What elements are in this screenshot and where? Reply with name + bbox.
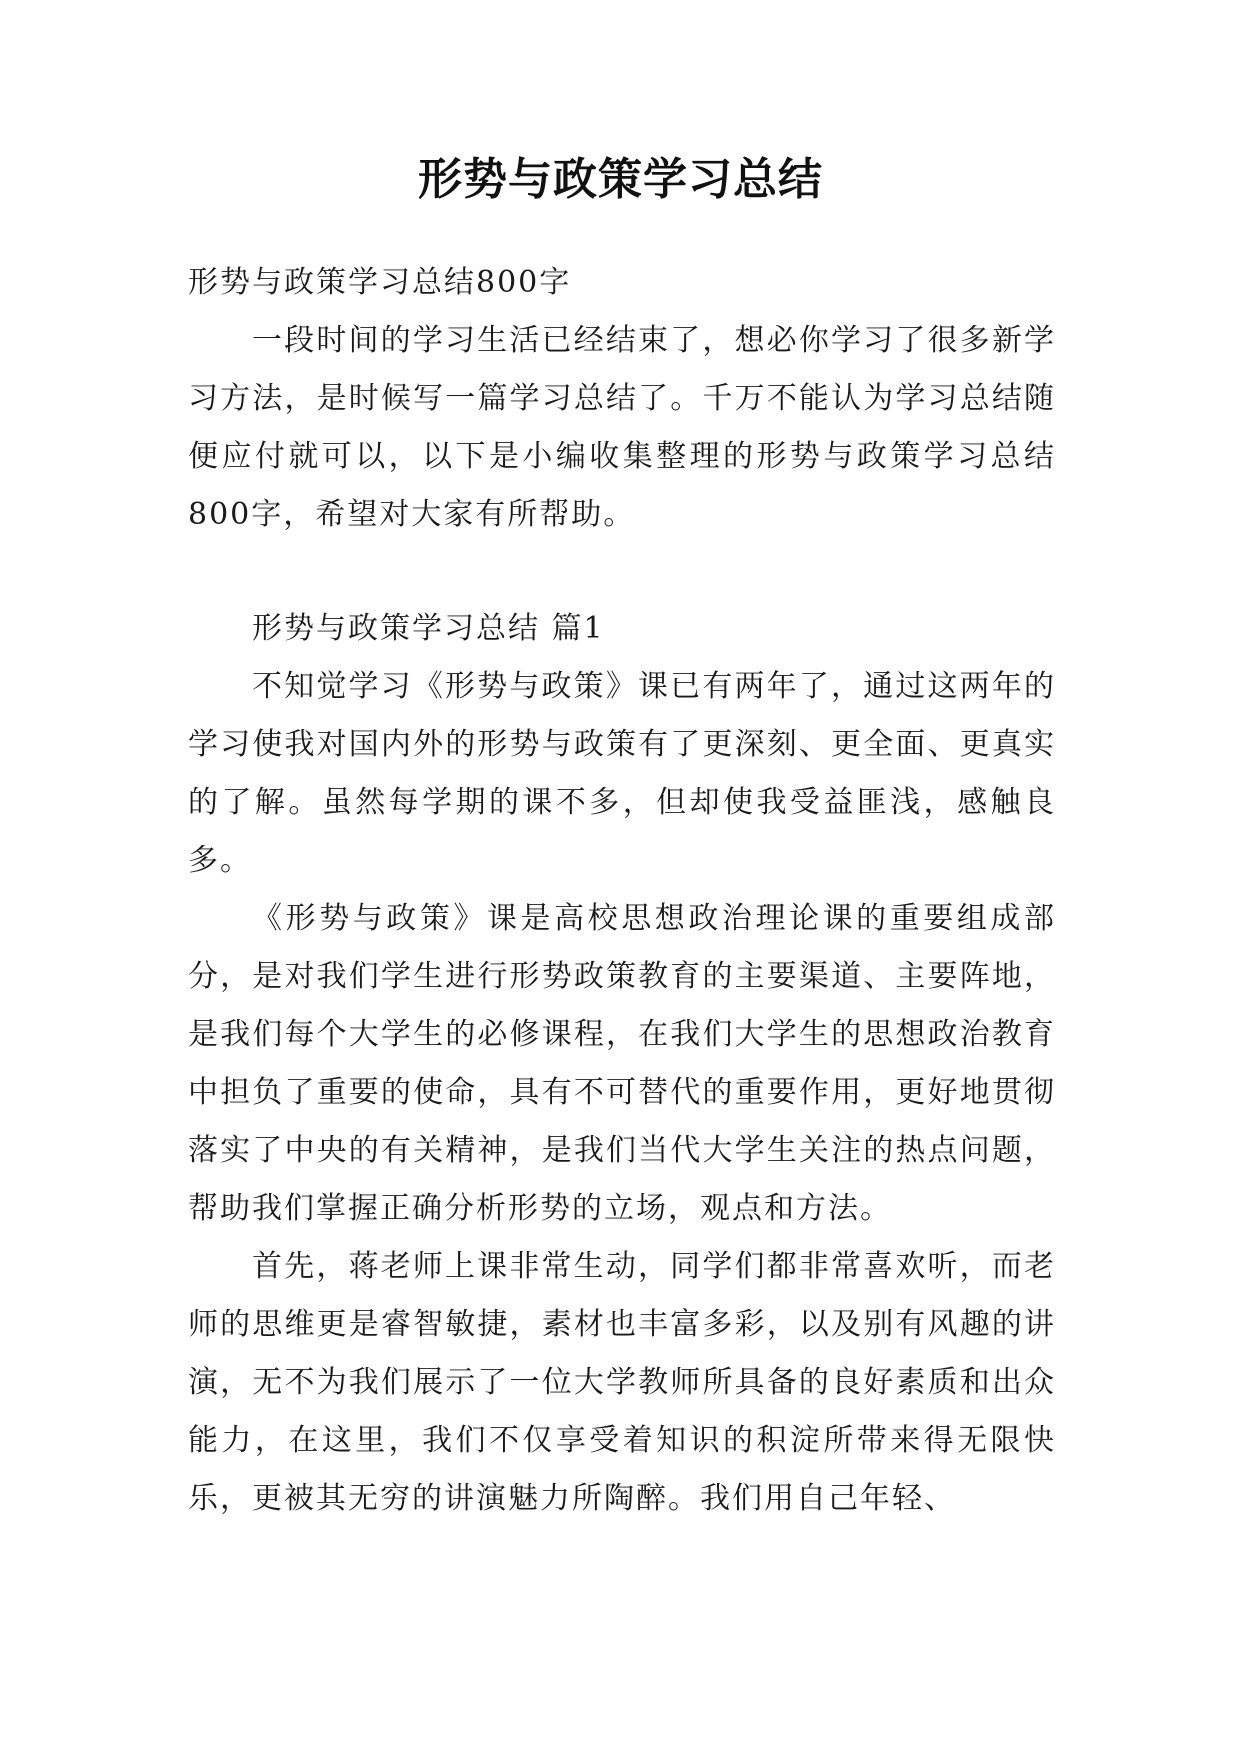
section-heading: 形势与政策学习总结 篇1 xyxy=(252,611,605,646)
body-paragraph-1: 不知觉学习《形势与政策》课已有两年了，通过这两年的学习使我对国内外的形势与政策有了更深刻、更全面、更真实的了解。虽然每学期的课不多，但却使我受益匪浅，感触良多。 xyxy=(188,669,1056,878)
document-title: 形势与政策学习总结 xyxy=(418,154,823,205)
intro-paragraph: 一段时间的学习生活已经结束了，想必你学习了很多新学习方法，是时候写一篇学习总结了。千万不能认为学习总结随便应付就可以，以下是小编收集整理的形势与政策学习总结800字，希望对大家有所帮助。 xyxy=(188,323,1056,532)
body-paragraph-2: 《形势与政策》课是高校思想政治理论课的重要组成部分，是对我们学生进行形势政策教育的主要渠道、主要阵地，是我们每个大学生的必修课程，在我们大学生的思想政治教育中担负了重要的使命，具有不可替代的重要作用，更好地贯彻落实了中央的有关精神，是我们当代大学生关注的热点问题，帮助我们掌握正确分析形势的立场，观点和方法。 xyxy=(188,901,1056,1226)
body-paragraph-3: 首先，蒋老师上课非常生动，同学们都非常喜欢听，而老师的思维更是睿智敏捷，素材也丰富多彩，以及别有风趣的讲演，无不为我们展示了一位大学教师所具备的良好素质和出众能力，在这里，我们不仅享受着知识的积淀所带来得无限快乐，更被其无穷的讲演魅力所陶醉。我们用自己年轻、 xyxy=(188,1249,1056,1516)
document-subtitle: 形势与政策学习总结800字 xyxy=(188,265,572,300)
section-spacer xyxy=(188,544,1056,600)
document-body xyxy=(188,254,1056,1528)
